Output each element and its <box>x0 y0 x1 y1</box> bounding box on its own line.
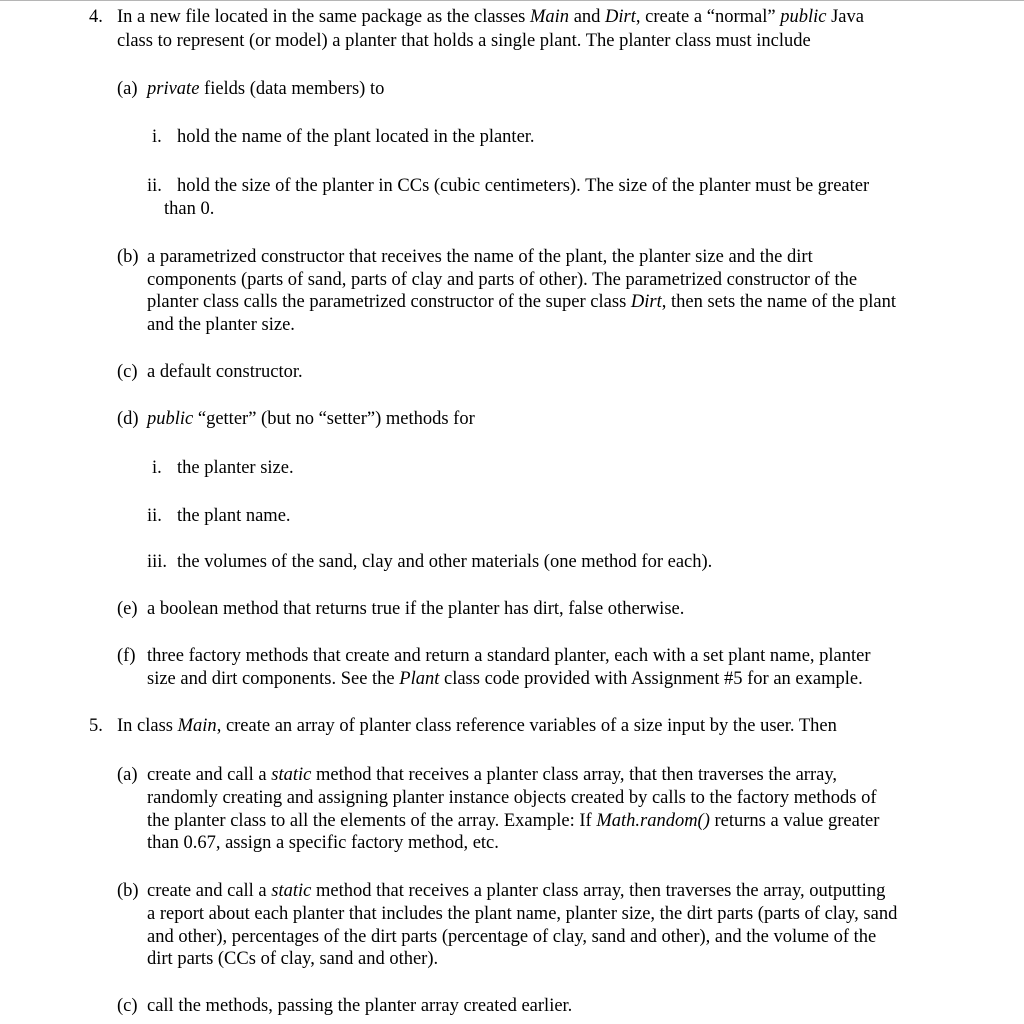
q4d-iii-label: iii. <box>147 552 168 572</box>
q5b-line-3: and other), percentages of the dirt parts (percentage of clay, sand and other), and the volume of the <box>147 927 877 947</box>
q5a-label: (a) <box>117 765 138 785</box>
q4d-text: public “getter” (but no “setter”) methods for <box>147 409 475 429</box>
q4e-label: (e) <box>117 599 138 619</box>
q4a-ii-label: ii. <box>147 176 162 196</box>
q4a-label: (a) <box>117 79 138 99</box>
q5-number: 5. <box>89 716 103 736</box>
q5b-line-2: a report about each planter that includes the plant name, planter size, the dirt parts (parts of clay, sand <box>147 904 898 924</box>
q5a-line-4: than 0.67, assign a specific factory method, etc. <box>147 833 499 853</box>
top-border <box>0 0 1024 1</box>
q4-line-1: In a new file located in the same package as the classes Main and Dirt, create a “normal” public Java <box>117 7 864 27</box>
q4c-label: (c) <box>117 362 138 382</box>
q5c-label: (c) <box>117 996 138 1016</box>
q4-number: 4. <box>89 7 103 27</box>
q4d-iii-text: the volumes of the sand, clay and other materials (one method for each). <box>177 552 713 572</box>
q5b-line-1: create and call a static method that receives a planter class array, then traverses the array, outputting <box>147 881 886 901</box>
q4b-label: (b) <box>117 247 139 267</box>
q5-intro: In class Main, create an array of planter class reference variables of a size input by the user. Then <box>117 716 837 736</box>
q5a-line-1: create and call a static method that receives a planter class array, that then traverses the array, <box>147 765 838 785</box>
q4c-text: a default constructor. <box>147 362 303 382</box>
q4f-line-2: size and dirt components. See the Plant class code provided with Assignment #5 for an example. <box>147 669 863 689</box>
q4a-ii-line-2: than 0. <box>164 199 215 219</box>
q4b-line-1: a parametrized constructor that receives the name of the plant, the planter size and the dirt <box>147 247 813 267</box>
q5a-line-3: the planter class to all the elements of the array. Example: If Math.random() returns a value greater <box>147 811 880 831</box>
q4f-label: (f) <box>117 646 136 666</box>
q4d-label: (d) <box>117 409 139 429</box>
q4d-i-label: i. <box>152 458 162 478</box>
q4a-text: private fields (data members) to <box>147 79 385 99</box>
q4b-line-4: and the planter size. <box>147 315 295 335</box>
q4f-line-1: three factory methods that create and return a standard planter, each with a set plant name, planter <box>147 646 871 666</box>
q4a-ii-line-1: hold the size of the planter in CCs (cubic centimeters). The size of the planter must be greater <box>177 176 870 196</box>
q4b-line-2: components (parts of sand, parts of clay and parts of other). The parametrized constructor of the <box>147 270 858 290</box>
q4b-line-3: planter class calls the parametrized constructor of the super class Dirt, then sets the name of the plant <box>147 292 897 312</box>
q4d-i-text: the planter size. <box>177 458 294 478</box>
q4d-ii-label: ii. <box>147 506 162 526</box>
q4-line-2: class to represent (or model) a planter that holds a single plant. The planter class must include <box>117 31 811 51</box>
q4a-i-text: hold the name of the plant located in the planter. <box>177 127 535 147</box>
q4a-i-label: i. <box>152 127 162 147</box>
q5b-line-4: dirt parts (CCs of clay, sand and other). <box>147 949 439 969</box>
q5b-label: (b) <box>117 881 139 901</box>
q4d-ii-text: the plant name. <box>177 506 291 526</box>
q4e-text: a boolean method that returns true if the planter has dirt, false otherwise. <box>147 599 685 619</box>
q5a-line-2: randomly creating and assigning planter instance objects created by calls to the factory methods of <box>147 788 877 808</box>
q5c-text: call the methods, passing the planter array created earlier. <box>147 996 573 1016</box>
